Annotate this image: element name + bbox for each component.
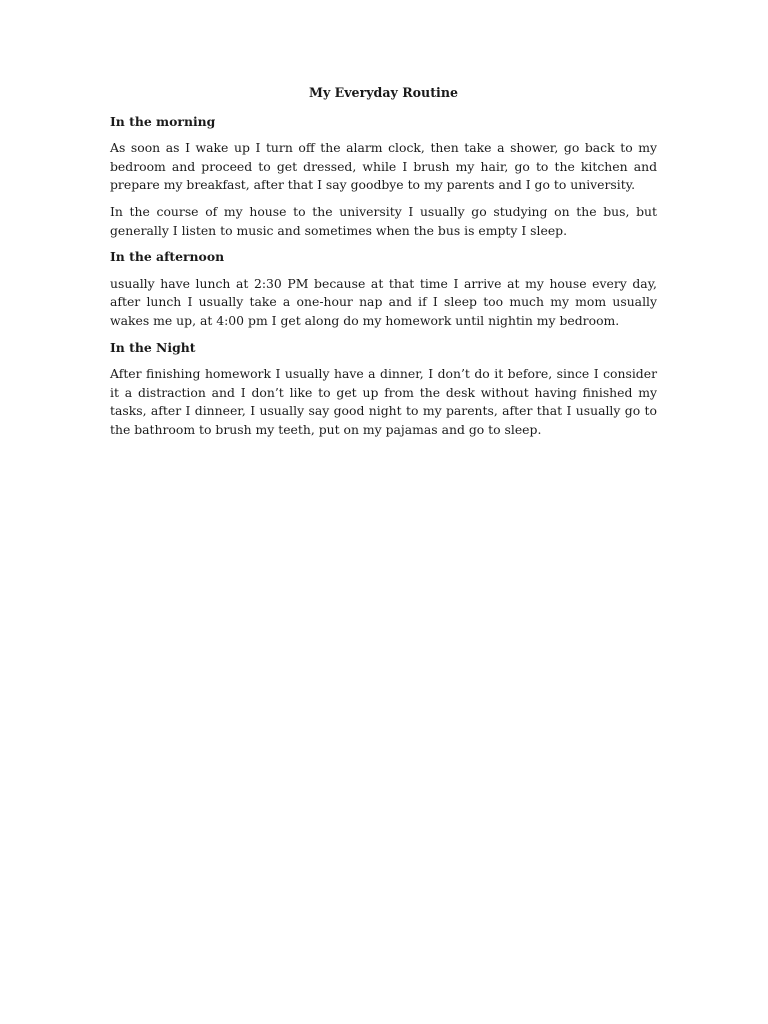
section-night [110,339,657,440]
section-heading-afternoon: In the afternoon [110,249,225,265]
document-body [110,84,657,448]
paragraph-morning-1: As soon as I wake up I turn off the alarm clock, then take a shower, go back to my bedroom and proceed to get dressed, while I brush my hair, go to the kitchen and prepare my breakfast, after that I say goodbye to my parents and I go to university. [110,140,657,193]
section-heading-night: In the Night [110,339,196,355]
paragraph-morning-2: In the course of my house to the university I usually go studying on the bus, but generally I listen to music and sometimes when the bus is empty I sleep. [110,203,657,238]
section-heading-morning: In the morning [110,113,216,129]
page-title: My Everyday Routine [309,85,458,100]
paragraph-afternoon-1: usually have lunch at 2:30 PM because at that time I arrive at my house every day, after lunch I usually take a one-hour nap and if I sleep too much my mom usually wakes me up, at 4:00 pm I get along do my homework until nightin my bedroom. [110,275,657,328]
paragraph-night-1: After finishing homework I usually have a dinner, I don’t do it before, since I consider it a distraction and I don’t like to get up from the desk without having finished my tasks, after I dinneer, I usually say good night to my parents, after that I usually go to the bathroom to brush my teeth, put on my pajamas and go to sleep. [110,366,657,437]
section-afternoon [110,248,657,330]
section-morning [110,113,657,241]
